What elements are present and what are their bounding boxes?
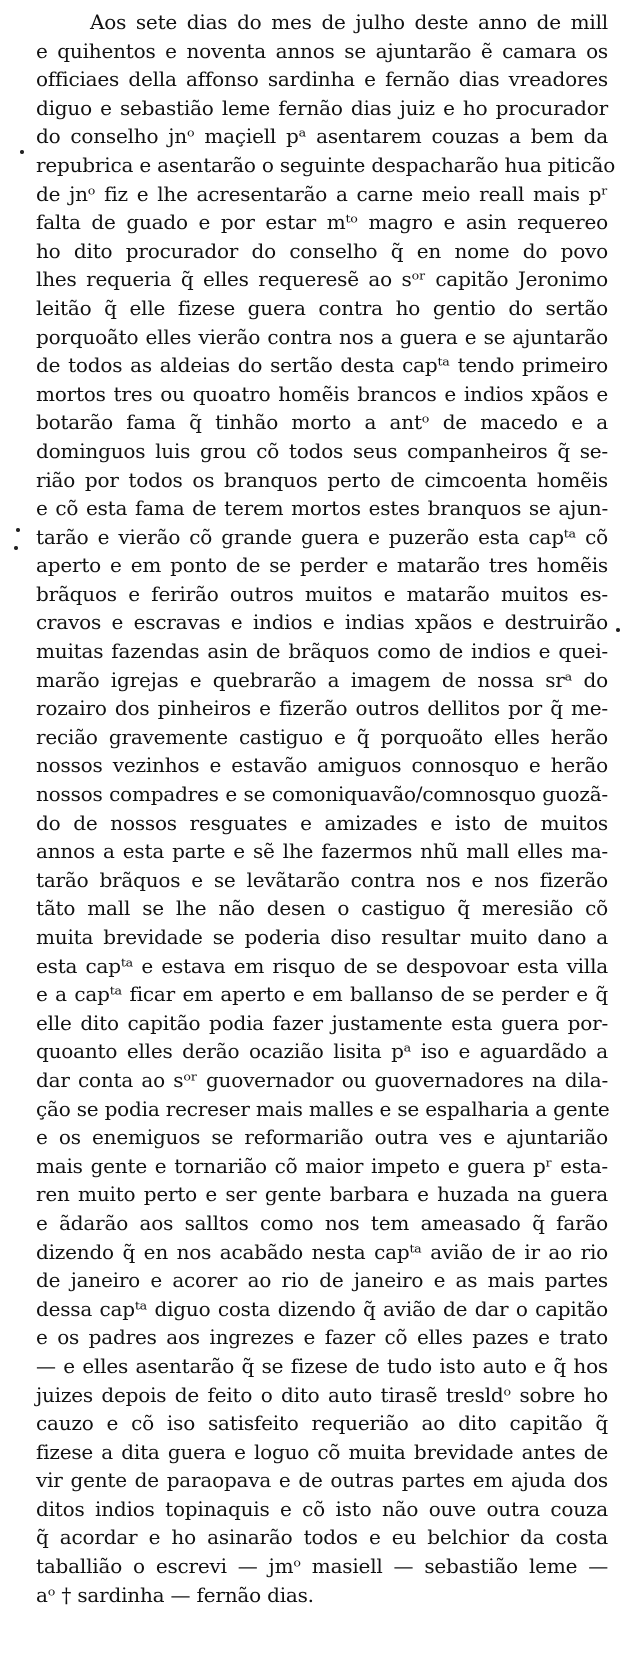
- text-line: muitas fazendas asin de brãquos como de indios e quei-: [36, 639, 608, 664]
- text-line: — e elles asentarão q̃ se fizese de tudo isto auto e q̃ hos: [36, 1353, 608, 1378]
- text-line: elle dito capitão podia fazer justamente esta guera por-: [36, 1010, 608, 1035]
- text-line: repubrica e asentarão o seguinte despacharão hua piticão: [36, 152, 616, 177]
- text-line: botarão fama q̃ tinhão morto a antᵒ de macedo e a: [36, 410, 608, 435]
- margin-mark: [14, 546, 18, 550]
- document-text: [36, 8, 616, 1609]
- text-line: vir gente de paraopava e de outras partes em ajuda dos: [36, 1468, 608, 1493]
- text-line: leitão q̃ elle fizese guera contra ho gentio do sertão: [36, 295, 608, 320]
- text-line: muita brevidade se poderia diso resultar muito dano a: [36, 925, 608, 949]
- text-line: de todos as aldeias do sertão desta capᵗᵃ tendo primeiro: [36, 353, 608, 378]
- text-line: juizes depois de feito o dito auto tirasẽ tresldᵒ sobre ho: [36, 1382, 608, 1407]
- text-line: porquoãto elles vierão contra nos a guera e se ajuntarão: [36, 324, 608, 349]
- text-line: aᵒ † sardinha — fernão dias.: [36, 1582, 314, 1607]
- text-line: ditos indios topinaquis e cõ isto não ouve outra couza: [36, 1496, 608, 1521]
- text-line: diguo e sebastião leme fernão dias juiz e ho procurador: [36, 95, 608, 120]
- text-line: rozairo dos pinheiros e fizerão outros dellitos por q̃ me-: [36, 696, 608, 721]
- text-line: ho dito procurador do conselho q̃ en nome do povo: [36, 238, 608, 263]
- text-line: de janeiro e acorer ao rio de janeiro e as mais partes: [36, 1268, 608, 1293]
- text-line: ção se podia recreser mais malles e se espalharia a gente: [36, 1096, 610, 1121]
- text-line: tãto mall se lhe não desen o castiguo q̃ meresião cõ: [36, 896, 608, 921]
- text-line: nossos compadres e se comoniquavão/comnosquo guozã-: [36, 782, 608, 807]
- text-line: de jnᵒ fiz e lhe acresentarão a carne meio reall mais pʳ: [36, 181, 608, 206]
- text-line: rião por todos os branquos perto de cimcoenta homẽis: [36, 467, 608, 492]
- text-line: brãquos e ferirão outros muitos e matarão muitos es-: [36, 581, 608, 606]
- text-line: ren muito perto e ser gente barbara e huzada na guera: [36, 1182, 608, 1207]
- text-line: e cõ esta fama de terem mortos estes branquos se ajun-: [36, 496, 608, 521]
- text-line: dizendo q̃ en nos acabãdo nesta capᵗᵃ avião de ir ao rio: [36, 1239, 608, 1264]
- text-line: dar conta ao sᵒʳ guovernador ou guovernadores na dila-: [36, 1067, 608, 1092]
- text-line: fizese a dita guera e loguo cõ muita brevidade antes de: [36, 1439, 608, 1464]
- text-line: do conselho jnᵒ maçiell pᵃ asentarem couzas a bem da: [36, 124, 608, 149]
- text-line: nossos vezinhos e estavão amiguos connosquo e herão: [36, 753, 608, 778]
- text-line: lhes requeria q̃ elles requeresẽ ao sᵒʳ capitão Jeronimo: [36, 267, 608, 292]
- text-line: cravos e escravas e indios e indias xpãos e destruirão: [36, 610, 608, 635]
- text-line: tarão e vierão cõ grande guera e puzerão esta capᵗᵃ cõ: [36, 524, 608, 549]
- text-line: cauzo e cõ iso satisfeito requerião ao dito capitão q̃: [36, 1411, 608, 1436]
- text-line: dessa capᵗᵃ diguo costa dizendo q̃ avião de dar o capitão: [36, 1296, 608, 1321]
- text-line: esta capᵗᵃ e estava em risquo de se despovoar esta villa: [36, 953, 608, 978]
- text-line: e os padres aos ingrezes e fazer cõ elles pazes e trato: [36, 1325, 608, 1350]
- text-line: dominguos luis grou cõ todos seus companheiros q̃ se-: [36, 438, 608, 463]
- text-line: tarão brãquos e se levãtarão contra nos e nos fizerão: [36, 867, 608, 892]
- text-line: e ãdarão aos salltos como nos tem ameasado q̃ farão: [36, 1210, 608, 1235]
- text-line: annos a esta parte e sẽ lhe fazermos nhũ mall elles ma-: [36, 839, 608, 864]
- margin-mark: [16, 528, 20, 532]
- margin-mark: [20, 150, 24, 154]
- text-line: quoanto elles derão ocazião lisita pᵃ iso e aguardãdo a: [36, 1039, 608, 1064]
- text-line: e quihentos e noventa annos se ajuntarão ẽ camara os: [36, 38, 608, 63]
- text-line: falta de guado e por estar mᵗᵒ magro e asin requereo: [36, 210, 608, 235]
- text-line: Aos sete dias do mes de julho deste anno de mill: [90, 10, 608, 34]
- text-line: e os enemiguos se reformarião outra ves e ajuntarião: [36, 1125, 608, 1150]
- text-line: taballião o escrevi — jmᵒ masiell — sebastião leme —: [36, 1554, 608, 1579]
- text-line: q̃ acordar e ho asinarão todos e eu belchior da costa: [36, 1525, 608, 1550]
- text-line: e a capᵗᵃ ficar em aperto e em ballanso de se perder e q̃: [36, 982, 608, 1007]
- text-line: mortos tres ou quoatro homẽis brancos e indios xpãos e: [36, 381, 608, 406]
- text-line: officiaes della affonso sardinha e fernão dias vreadores: [36, 67, 608, 92]
- margin-mark: [616, 628, 620, 632]
- text-line: marão igrejas e quebrarão a imagem de nossa srᵃ do: [36, 667, 608, 692]
- text-line: do de nossos resguates e amizades e isto de muitos: [36, 810, 608, 835]
- text-line: recião gravemente castiguo e q̃ porquoãto elles herão: [36, 724, 608, 749]
- text-line: aperto e em ponto de se perder e matarão tres homẽis: [36, 553, 608, 578]
- text-line: mais gente e tornarião cõ maior impeto e guera pʳ esta-: [36, 1153, 608, 1178]
